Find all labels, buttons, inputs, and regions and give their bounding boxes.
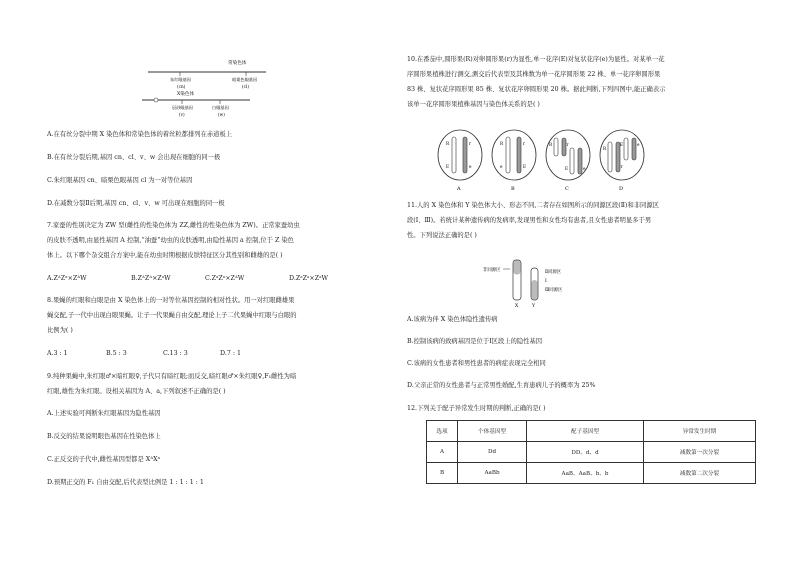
- q6-option-a: A.在有丝分裂中期 X 染色体和常染色体的着丝粒都排列在赤道板上: [47, 131, 233, 138]
- cell-a: [438, 130, 482, 180]
- cell-b-gene: E: [523, 164, 527, 169]
- cell-c-gene: R: [549, 142, 553, 147]
- cell-b: [492, 130, 536, 180]
- q9-option-d: D.预期正交的 F₁ 自由交配,后代表型比例是 1 : 1 : 1 : 1: [47, 479, 204, 486]
- q8-option-d: D.7 : 1: [220, 350, 241, 357]
- q12-stem: 12.下列关于配子异常发生时期的判断,正确的是( ): [407, 405, 546, 412]
- table-header-cell: 选项: [427, 421, 458, 442]
- q9-stem-line: 9.纯种果蝇中,朱红眼♂×暗红眼♀,子代只有暗红眼;而反交,暗红眼♂×朱红眼♀,F₁雌性为暗: [47, 373, 297, 380]
- cell-d-gene: r: [620, 164, 623, 169]
- x-chromosome-label: X染色体: [177, 92, 195, 97]
- q12-table: [426, 420, 756, 484]
- table-cell: AaB、AaB、b、b: [527, 463, 644, 484]
- q11-stem-line: 性。下列说法正确的是( ): [407, 232, 477, 239]
- q11-option-a: A.该病为伴 X 染色体隐性遗传病: [407, 316, 498, 323]
- q10-cell-figures: [436, 128, 648, 192]
- q11-option-c: C.该病的女性患者和男性患者的病症表现完全相同: [407, 360, 546, 367]
- q9-option-a: A.上述实验可判断朱红眼基因为隐性基因: [47, 410, 161, 417]
- gene-cn-symbol: (cn): [177, 84, 186, 89]
- gene-w-name: 白眼基因: [212, 105, 229, 110]
- cell-d-gene: R: [603, 146, 607, 151]
- table-cell: AaBb: [458, 463, 527, 484]
- table-header-cell: 个体基因型: [458, 421, 527, 442]
- q6-option-b: B.在有丝分裂后期,基因 cn、cl、v、w 会出现在细胞的同一极: [47, 154, 221, 161]
- gene-v-symbol: (v): [179, 112, 185, 117]
- table-cell: 减数第二次分裂: [644, 463, 756, 484]
- table-row: [427, 463, 756, 484]
- gene-cl-name: 暗栗色眼基因: [232, 77, 258, 82]
- q10-stem-line: 该单一花序圆形果植株基因与染色体关系的是( ): [407, 101, 540, 108]
- cell-a-gene: r: [469, 141, 472, 146]
- cell-c: [546, 130, 590, 180]
- region-3-label: Ⅲ同源区: [545, 288, 563, 293]
- cell-c-gene: E: [565, 166, 569, 171]
- cell-b-gene: r: [523, 141, 526, 146]
- gene-w-symbol: (w): [218, 112, 225, 117]
- q7-stem-line: 的皮肤不透明,由显性基因 A 控制,“油蚕”幼虫的皮肤透明,由隐性基因 a 控制,位于 Z 染色: [47, 237, 294, 244]
- q7-stem-line: 7.家蚕的性别决定为 ZW 型(雌性的性染色体为 ZZ,雌性的性染色体为 ZW)。正常家蚕幼虫: [47, 222, 300, 229]
- region-1-label: Ⅰ: [545, 279, 547, 284]
- q11-stem-line: 11.人的 X 染色体和 Y 染色体大小、形态不同,二者存在如图所示的同源区段(Ⅱ)和非同源区: [407, 202, 659, 209]
- nonhomologous-region-label: 非同源区: [483, 268, 501, 273]
- q8-stem-line: 蝇交配,子一代中出现白眼果蝇。让子一代果蝇自由交配,理论上子二代果蝇中红眼与白眼的: [47, 312, 297, 319]
- q8-option-c: C.13 : 3: [163, 350, 188, 357]
- cell-d-label: D: [619, 186, 624, 192]
- q7-option-b: B.ZᴬZᴬ×ZᵃW: [131, 275, 171, 282]
- q7-stem-line: 体上。以下哪个杂交组合方案中,能在幼虫时期根据皮肤特征区分其性别和雌雄的是( ): [47, 252, 283, 259]
- q11-option-b: B.控制该病的致病基因是位于Ⅰ区段上的隐性基因: [407, 338, 543, 345]
- table-cell: B: [427, 463, 458, 484]
- table-cell: 减数第一次分裂: [644, 442, 756, 463]
- gene-cn-name: 朱红眼基因: [170, 77, 191, 82]
- cell-b-label: B: [511, 186, 515, 192]
- gene-cl-symbol: (cl): [242, 84, 249, 89]
- cell-d-gene: E: [620, 142, 624, 147]
- q6-option-c: C.朱红眼基因 cn、暗栗色眼基因 cl 为一对等位基因: [47, 177, 193, 184]
- cell-b-gene: e: [500, 164, 503, 169]
- q10-stem-line: 83 株、复状花序圆形果 85 株、复状花序卵圆形果 20 株。据此判断,下列四图中,能正确表示: [407, 86, 666, 93]
- q6-option-d: D.在减数分裂Ⅱ后期,基因 cn、cl、v、w 可出现在细胞的同一极: [47, 200, 225, 207]
- q8-stem-line: 比例为( ): [47, 327, 73, 334]
- gene-v-name: 辰砂眼基因: [172, 105, 193, 110]
- cell-c-label: C: [565, 186, 569, 192]
- table-cell: DD、d、d: [527, 442, 644, 463]
- region-2-label: Ⅱ同源区: [545, 270, 562, 275]
- q10-stem-line: 10.在番茄中,圆形果(R)对卵圆形果(r)为显性,单一花序(E)对复状花序(e)为显性。对某单一花: [407, 56, 665, 63]
- table-header-cell: 配子基因型: [527, 421, 644, 442]
- cell-c-gene: r: [566, 142, 569, 147]
- q11-stem-line: 段(Ⅰ、Ⅲ)。若统计某种遗传病的发病率,发现男性和女性均有患者,且女性患者明显多于男: [407, 217, 652, 224]
- q7-option-a: A.ZᴬZᵃ×ZᴬW: [47, 275, 87, 282]
- q9-stem-line: 红眼,雄性为朱红眼。设相关基因为 A、a,下列叙述不正确的是( ): [47, 388, 226, 395]
- cell-a-gene: E: [446, 164, 450, 169]
- table-row: [427, 442, 756, 463]
- q9-option-b: B.反交的结果说明眼色基因在性染色体上: [47, 433, 161, 440]
- cell-a-label: A: [457, 186, 461, 192]
- cell-d-gene: e: [637, 142, 640, 147]
- chromosome-gene-figure: [140, 56, 280, 118]
- cell-b-gene: R: [500, 141, 504, 146]
- xy-chromosome-figure: [482, 258, 582, 308]
- y-label: Y: [532, 304, 536, 308]
- q8-option-a: A.3 : 1: [47, 350, 68, 357]
- q8-stem-line: 8.果蝇的红眼和白眼是由 X 染色体上的一对等位基因控制的相对性状。用一对红眼雌雄果: [47, 297, 295, 304]
- cell-d: [600, 130, 644, 180]
- autosome-label: 常染色体: [228, 61, 247, 66]
- q11-option-d: D.父亲正常的女性患者与正常男性婚配,生育患病儿子的概率为 25%: [407, 382, 596, 389]
- table-header-cell: 异常发生时期: [644, 421, 756, 442]
- q8-option-b: B.5 : 3: [106, 350, 127, 357]
- table-cell: A: [427, 442, 458, 463]
- q7-option-d: D.ZᵃZᵃ×ZᵃW: [289, 275, 328, 282]
- x-label: X: [515, 304, 519, 308]
- cell-a-gene: e: [469, 164, 472, 169]
- table-header-row: [427, 421, 756, 442]
- table-cell: Dd: [458, 442, 527, 463]
- cell-a-gene: R: [446, 141, 450, 146]
- q7-option-c: C.ZᵃZᵃ×ZᴬW: [205, 275, 245, 282]
- q10-stem-line: 序圆形果植株进行测交,测交后代表型及其株数为单一花序圆形果 22 株、单一花序卵圆形果: [407, 71, 661, 78]
- cell-c-gene: e: [583, 166, 586, 171]
- q9-option-c: C.正反交的子代中,雌性基因型都是 XᴬXᵃ: [47, 456, 161, 463]
